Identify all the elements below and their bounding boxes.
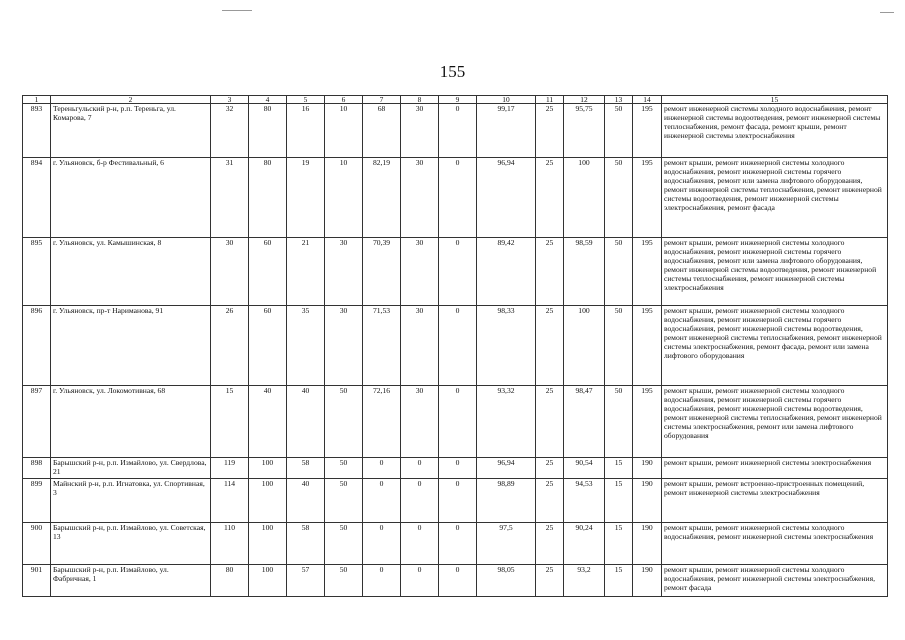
cell-works: ремонт крыши, ремонт инженерной системы электроснабжения [662, 458, 888, 479]
row-number: 895 [23, 238, 51, 306]
col-header: 12 [564, 96, 605, 104]
col-header: 2 [51, 96, 211, 104]
cell-col13: 15 [605, 564, 633, 596]
cell-col6: 10 [325, 158, 363, 238]
scan-mark [222, 10, 252, 11]
col-header: 15 [662, 96, 888, 104]
cell-col14: 195 [633, 104, 662, 158]
cell-col13: 50 [605, 386, 633, 458]
cell-col3: 26 [211, 306, 249, 386]
cell-col13: 15 [605, 522, 633, 564]
cell-col3: 110 [211, 522, 249, 564]
cell-col6: 50 [325, 386, 363, 458]
cell-col6: 10 [325, 104, 363, 158]
col-header: 13 [605, 96, 633, 104]
cell-col14: 190 [633, 458, 662, 479]
header-row [23, 96, 888, 104]
cell-col6: 50 [325, 564, 363, 596]
cell-col7: 0 [363, 478, 401, 522]
cell-col5: 35 [287, 306, 325, 386]
row-number: 899 [23, 478, 51, 522]
cell-col8: 30 [401, 104, 439, 158]
row-address: г. Ульяновск, ул. Локомотивная, 68 [51, 386, 211, 458]
cell-col6: 50 [325, 458, 363, 479]
cell-col6: 50 [325, 522, 363, 564]
cell-col6: 50 [325, 478, 363, 522]
cell-col4: 60 [249, 238, 287, 306]
cell-col6: 30 [325, 306, 363, 386]
cell-col11: 25 [536, 478, 564, 522]
col-header: 11 [536, 96, 564, 104]
cell-col5: 57 [287, 564, 325, 596]
row-number: 894 [23, 158, 51, 238]
col-header: 7 [363, 96, 401, 104]
cell-col11: 25 [536, 386, 564, 458]
cell-col9: 0 [439, 522, 477, 564]
cell-col5: 16 [287, 104, 325, 158]
cell-col7: 0 [363, 522, 401, 564]
cell-col4: 80 [249, 104, 287, 158]
cell-col10: 89,42 [477, 238, 536, 306]
row-address: г. Ульяновск, пр-т Нариманова, 91 [51, 306, 211, 386]
table-row [23, 238, 888, 306]
cell-col9: 0 [439, 158, 477, 238]
cell-col11: 25 [536, 158, 564, 238]
cell-col11: 25 [536, 458, 564, 479]
cell-col3: 119 [211, 458, 249, 479]
cell-col12: 100 [564, 158, 605, 238]
cell-col5: 40 [287, 478, 325, 522]
cell-col5: 58 [287, 458, 325, 479]
cell-col5: 58 [287, 522, 325, 564]
cell-col8: 0 [401, 564, 439, 596]
col-header: 3 [211, 96, 249, 104]
table-row [23, 478, 888, 522]
cell-col8: 30 [401, 386, 439, 458]
cell-col4: 100 [249, 522, 287, 564]
row-address: Тереньгульский р-н, р.п. Тереньга, ул. Комарова, 7 [51, 104, 211, 158]
table-row [23, 458, 888, 479]
repair-register-table [22, 95, 888, 597]
row-number: 898 [23, 458, 51, 479]
cell-col7: 71,53 [363, 306, 401, 386]
cell-col11: 25 [536, 104, 564, 158]
cell-col14: 195 [633, 158, 662, 238]
cell-col14: 195 [633, 238, 662, 306]
cell-col5: 40 [287, 386, 325, 458]
cell-works: ремонт крыши, ремонт инженерной системы холодного водоснабжения, ремонт инженерной системы электроснабжения [662, 522, 888, 564]
cell-col11: 25 [536, 564, 564, 596]
cell-col4: 100 [249, 478, 287, 522]
row-address: Барышский р-н, р.п. Измайлово, ул. Фабричная, 1 [51, 564, 211, 596]
cell-col13: 15 [605, 478, 633, 522]
cell-col7: 0 [363, 564, 401, 596]
cell-col10: 93,32 [477, 386, 536, 458]
cell-works: ремонт крыши, ремонт встроенно-пристроенных помещений, ремонт инженерной системы электроснабжения [662, 478, 888, 522]
cell-col4: 40 [249, 386, 287, 458]
cell-col12: 90,54 [564, 458, 605, 479]
cell-col13: 50 [605, 238, 633, 306]
col-header: 5 [287, 96, 325, 104]
cell-col10: 97,5 [477, 522, 536, 564]
cell-col11: 25 [536, 238, 564, 306]
cell-col13: 50 [605, 306, 633, 386]
cell-col9: 0 [439, 458, 477, 479]
cell-col3: 31 [211, 158, 249, 238]
cell-col10: 96,94 [477, 158, 536, 238]
table-row [23, 158, 888, 238]
cell-col4: 60 [249, 306, 287, 386]
cell-col5: 21 [287, 238, 325, 306]
cell-col8: 0 [401, 458, 439, 479]
cell-col12: 94,53 [564, 478, 605, 522]
row-address: г. Ульяновск, б-р Фестивальный, 6 [51, 158, 211, 238]
cell-col10: 99,17 [477, 104, 536, 158]
cell-col8: 0 [401, 478, 439, 522]
cell-col8: 30 [401, 306, 439, 386]
cell-col14: 190 [633, 478, 662, 522]
row-address: Барышский р-н, р.п. Измайлово, ул. Свердлова, 21 [51, 458, 211, 479]
cell-col10: 98,33 [477, 306, 536, 386]
row-number: 900 [23, 522, 51, 564]
cell-col10: 98,05 [477, 564, 536, 596]
cell-col8: 0 [401, 522, 439, 564]
cell-col3: 32 [211, 104, 249, 158]
cell-col4: 80 [249, 158, 287, 238]
scan-mark [880, 12, 894, 13]
table-row [23, 564, 888, 596]
cell-col13: 15 [605, 458, 633, 479]
cell-col7: 68 [363, 104, 401, 158]
cell-col14: 195 [633, 386, 662, 458]
cell-col4: 100 [249, 564, 287, 596]
cell-col3: 15 [211, 386, 249, 458]
row-number: 896 [23, 306, 51, 386]
col-header: 14 [633, 96, 662, 104]
cell-col3: 114 [211, 478, 249, 522]
table-row [23, 306, 888, 386]
cell-col9: 0 [439, 564, 477, 596]
col-header: 10 [477, 96, 536, 104]
cell-col7: 0 [363, 458, 401, 479]
cell-works: ремонт крыши, ремонт инженерной системы холодного водоснабжения, ремонт инженерной системы горячего водоснабжения, ремонт инженерной системы водоотведения, ремонт инженерной системы теплоснабжения, ремонт инженерной системы электроснабжения, ремонт или замена лифтового оборудования [662, 386, 888, 458]
row-number: 901 [23, 564, 51, 596]
col-header: 8 [401, 96, 439, 104]
table-row [23, 104, 888, 158]
cell-col9: 0 [439, 306, 477, 386]
cell-col3: 30 [211, 238, 249, 306]
cell-works: ремонт крыши, ремонт инженерной системы холодного водоснабжения, ремонт инженерной системы электроснабжения, ремонт фасада [662, 564, 888, 596]
cell-col9: 0 [439, 104, 477, 158]
cell-col11: 25 [536, 522, 564, 564]
cell-col11: 25 [536, 306, 564, 386]
table-row [23, 386, 888, 458]
cell-col13: 50 [605, 104, 633, 158]
cell-works: ремонт крыши, ремонт инженерной системы холодного водоснабжения, ремонт инженерной системы горячего водоснабжения, ремонт или замена лифтового оборудования, ремонт инженерной системы водоотведения, ремонт инженерной системы теплоснабжения, ремонт инженерной системы электроснабжения [662, 238, 888, 306]
cell-col10: 96,94 [477, 458, 536, 479]
row-address: Майнский р-н, р.п. Игнатовка, ул. Спортивная, 3 [51, 478, 211, 522]
cell-col8: 30 [401, 238, 439, 306]
col-header: 6 [325, 96, 363, 104]
cell-col9: 0 [439, 238, 477, 306]
cell-col7: 72,16 [363, 386, 401, 458]
cell-col13: 50 [605, 158, 633, 238]
table-row [23, 522, 888, 564]
col-header: 9 [439, 96, 477, 104]
cell-col12: 95,75 [564, 104, 605, 158]
cell-col14: 190 [633, 522, 662, 564]
cell-col12: 98,59 [564, 238, 605, 306]
cell-col14: 190 [633, 564, 662, 596]
cell-col10: 98,89 [477, 478, 536, 522]
cell-col3: 80 [211, 564, 249, 596]
cell-col4: 100 [249, 458, 287, 479]
cell-col9: 0 [439, 478, 477, 522]
cell-col9: 0 [439, 386, 477, 458]
col-header: 4 [249, 96, 287, 104]
page-number: 155 [439, 62, 466, 81]
cell-works: ремонт крыши, ремонт инженерной системы холодного водоснабжения, ремонт инженерной системы горячего водоснабжения, ремонт или замена лифтового оборудования, ремонт инженерной системы теплоснабжения, ремонт инженерной системы водоотведения, ремонт инженерной системы электроснабжения, ремонт фасада [662, 158, 888, 238]
cell-col7: 70,39 [363, 238, 401, 306]
cell-col8: 30 [401, 158, 439, 238]
cell-col12: 90,24 [564, 522, 605, 564]
col-header: 1 [23, 96, 51, 104]
row-address: Барышский р-н, р.п. Измайлово, ул. Советская, 13 [51, 522, 211, 564]
cell-col12: 98,47 [564, 386, 605, 458]
cell-col6: 30 [325, 238, 363, 306]
cell-col12: 100 [564, 306, 605, 386]
row-address: г. Ульяновск, ул. Камышинская, 8 [51, 238, 211, 306]
row-number: 897 [23, 386, 51, 458]
cell-works: ремонт крыши, ремонт инженерной системы холодного водоснабжения, ремонт инженерной системы горячего водоснабжения, ремонт инженерной системы водоотведения, ремонт инженерной системы теплоснабжения, ремонт инженерной системы электроснабжения, ремонт фасада, ремонт или замена лифтового оборудования [662, 306, 888, 386]
cell-col14: 195 [633, 306, 662, 386]
cell-works: ремонт инженерной системы холодного водоснабжения, ремонт инженерной системы водоотведения, ремонт инженерной системы теплоснабжения, ремонт фасада, ремонт крыши, ремонт инженерной системы электроснабжения [662, 104, 888, 158]
cell-col5: 19 [287, 158, 325, 238]
cell-col12: 93,2 [564, 564, 605, 596]
row-number: 893 [23, 104, 51, 158]
cell-col7: 82,19 [363, 158, 401, 238]
